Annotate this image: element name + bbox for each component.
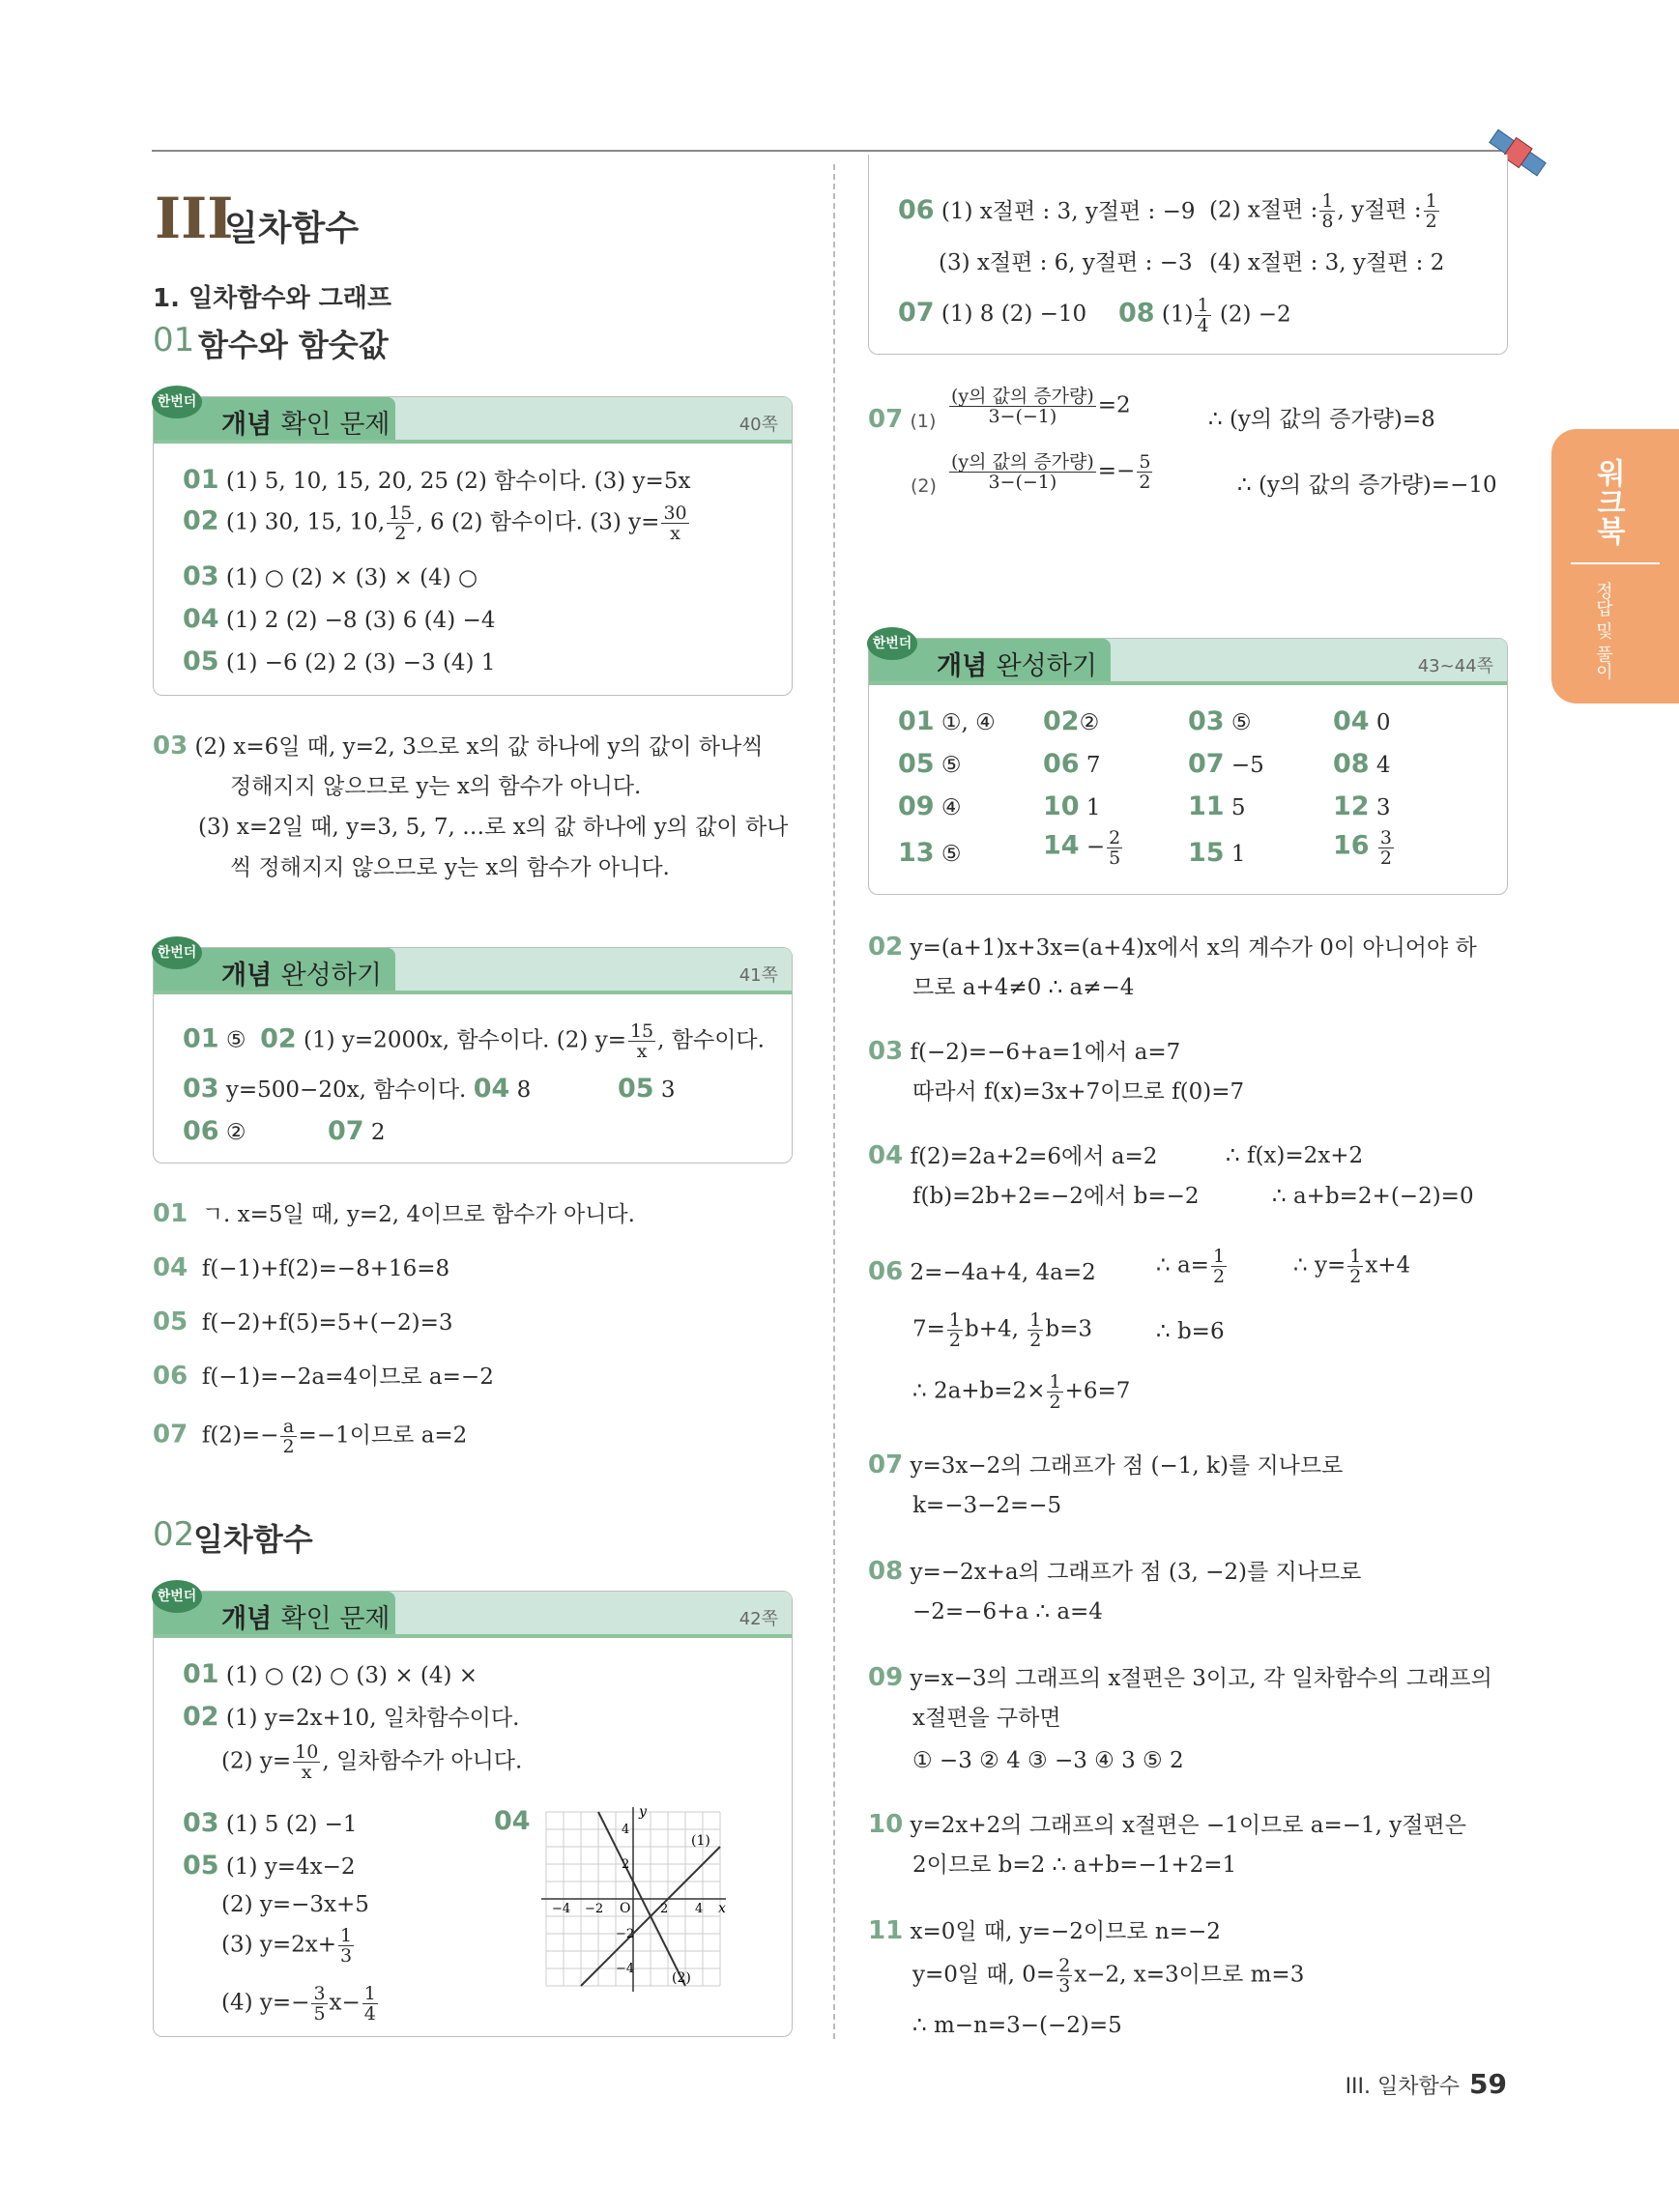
explanation-text: ∴ 2a+b=2× <box>912 1378 1046 1404</box>
box-title-bold: 개념 <box>221 961 273 991</box>
answer-text: 0 <box>1375 710 1391 735</box>
explanation-text: k=−3−2=−5 <box>912 1493 1062 1518</box>
explanation-text: ① −3 ② 4 ③ −3 ④ 3 ⑤ 2 <box>912 1748 1184 1773</box>
answer-text: , 일차함수가 아니다. <box>322 1748 523 1774</box>
explanation-text: (3) x=2일 때, y=3, 5, 7, …로 x의 값 하나에 y의 값이 하나 <box>198 815 789 840</box>
coordinate-graph <box>536 1802 730 1996</box>
concept-complete-box-2 <box>868 638 1508 895</box>
x-axis-label: x <box>718 1901 726 1916</box>
concept-check-box-1 <box>153 396 793 696</box>
chapter-roman: III <box>155 186 234 251</box>
fraction: $\frac{2}{3}$ <box>1058 1955 1071 1997</box>
answer-text: ⑤ <box>225 1027 246 1053</box>
answer-text: 5 <box>1230 795 1246 820</box>
explanation-text: x−2, x=3이므로 m=3 <box>1074 1962 1305 1988</box>
fraction: $\frac{1}{2}$ <box>1425 190 1437 232</box>
answer-text: (1) 5 (2) −1 <box>225 1812 358 1837</box>
explanation-number: 03 <box>153 732 188 761</box>
answer-number: 01 <box>183 465 219 495</box>
fraction: $\frac{1}{3}$ <box>340 1925 353 1967</box>
answer-text: (2) y=−3x+5 <box>221 1892 369 1917</box>
explanation-text: f(−2)=−6+a=1에서 a=7 <box>910 1040 1181 1065</box>
badge: 한번더 <box>152 1580 202 1613</box>
answer-number: 08 <box>1118 298 1155 329</box>
explanation-text: ∴ (y의 값의 증가량)=−10 <box>1237 473 1497 498</box>
answer-text: x− <box>329 1990 361 2016</box>
section-title: 1. 일차함수와 그래프 <box>153 284 391 313</box>
answer-number: 04 <box>494 1806 531 1836</box>
answer-text: (2) −2 <box>1219 302 1291 328</box>
box-title-rest: 완성하기 <box>280 961 382 991</box>
answer-text: 4 <box>1375 753 1391 778</box>
answer-text: (2) y= <box>221 1748 292 1774</box>
page-number: 59 <box>1469 2068 1507 2100</box>
answer-number: 15 <box>1188 838 1225 868</box>
answer-number: 06 <box>1043 749 1080 779</box>
box-title-bold: 개념 <box>221 410 273 440</box>
explanation-text: ∴ f(x)=2x+2 <box>1226 1143 1364 1168</box>
answer-text: (1) <box>1161 302 1194 328</box>
answer-text: −5 <box>1230 753 1264 778</box>
answer-text: (4) x절편 : 3, y절편 : 2 <box>1209 250 1445 275</box>
answer-text: (4) y=− <box>221 1990 310 2016</box>
concept-check-box-2 <box>153 1591 793 2037</box>
explanation-text: =2 <box>1097 392 1131 418</box>
explanation-text: f(2)=− <box>201 1422 279 1449</box>
top-rule <box>152 150 1529 152</box>
explanation-text: (2) <box>911 475 937 497</box>
explanation-text: ∴ m−n=3−(−2)=5 <box>912 2013 1122 2038</box>
explanation-number: 04 <box>868 1141 904 1170</box>
answer-number: 01 <box>898 706 935 736</box>
fraction: $\frac{1}{2}$ <box>1349 1246 1362 1287</box>
explanation-number: 01 <box>153 1199 188 1228</box>
answer-number: 02 <box>183 1702 219 1732</box>
explanation-text: =− <box>1097 458 1136 484</box>
answer-text: (1) 30, 15, 10, <box>225 509 386 535</box>
footer-label: III. 일차함수 <box>1345 2075 1461 2099</box>
fraction: $\frac{1}{4}$ <box>1197 295 1209 336</box>
explanation-text: y=x−3의 그래프의 x절편은 3이고, 각 일차함수의 그래프의 <box>910 1666 1492 1691</box>
answer-number: 02 <box>260 1023 297 1054</box>
explanation-number: 09 <box>868 1663 904 1692</box>
answer-text: 8 <box>516 1077 532 1103</box>
answer-text: ④ <box>941 795 962 820</box>
answer-number: 02 <box>183 505 219 536</box>
answer-text: ② <box>225 1120 246 1145</box>
answer-number: 11 <box>1188 791 1225 821</box>
explanation-number: 03 <box>868 1037 904 1066</box>
explanation-text: ∴ a+b=2+(−2)=0 <box>1272 1184 1474 1209</box>
answer-number: 12 <box>1333 791 1370 821</box>
answer-text: (2) x절편 : <box>1209 197 1318 223</box>
answer-number: 16 <box>1333 830 1370 861</box>
explanation-number: 07 <box>868 405 904 434</box>
explanation-number: 11 <box>868 1916 904 1945</box>
fraction: $\frac{\text{(y의 값의 증가량)}}{3-(-1)}$ <box>951 451 1094 493</box>
answer-text: 7 <box>1086 753 1101 778</box>
explanation-number: 04 <box>153 1253 188 1282</box>
explanation-number: 06 <box>868 1257 904 1286</box>
answer-text: ⑤ <box>1230 710 1252 735</box>
answer-text: , y절편 : <box>1337 197 1422 223</box>
answer-number: 05 <box>183 646 219 676</box>
answer-number: 10 <box>1043 791 1080 821</box>
box-page: 43~44쪽 <box>1417 656 1493 676</box>
answer-number: 03 <box>183 561 219 591</box>
answer-text: ⑤ <box>941 842 962 867</box>
box-title-rest: 확인 문제 <box>280 410 391 440</box>
explanation-number: 10 <box>868 1810 904 1839</box>
fraction: $\frac{1}{2}$ <box>1049 1371 1061 1413</box>
fraction: $\frac{10}{x}$ <box>295 1741 319 1783</box>
page-footer <box>1346 2068 1507 2100</box>
explanation-text: +6=7 <box>1064 1378 1131 1404</box>
fraction: $\frac{1}{2}$ <box>1212 1246 1226 1287</box>
answer-number: 13 <box>898 838 935 868</box>
explanation-text: f(2)=2a+2=6에서 a=2 <box>910 1144 1158 1169</box>
explanation-text: (2) x=6일 때, y=2, 3으로 x의 값 하나에 y의 값이 하나씩 <box>194 734 764 760</box>
explanation-text: x+4 <box>1365 1252 1411 1278</box>
explanation-text: −2=−6+a ∴ a=4 <box>912 1599 1103 1624</box>
explanation-number: 07 <box>868 1451 904 1479</box>
explanation-text: y=(a+1)x+3x=(a+4)x에서 x의 계수가 0이 아니어야 하 <box>910 935 1477 961</box>
answer-number: 14 <box>1043 830 1080 861</box>
explanation-text: y=3x−2의 그래프가 점 (−1, k)를 지나므로 <box>910 1453 1344 1479</box>
answer-number: 01 <box>183 1023 219 1054</box>
answer-text: y=500−20x, 함수이다. <box>225 1077 467 1103</box>
fraction: $\frac{1}{4}$ <box>363 1983 376 2025</box>
answer-text: (1) ○ (2) ○ (3) × (4) × <box>225 1663 478 1688</box>
y-axis-label: y <box>639 1804 647 1820</box>
box-page: 41쪽 <box>738 965 778 986</box>
fraction: $\frac{1}{8}$ <box>1321 190 1334 232</box>
explanation-text: 따라서 f(x)=3x+7이므로 f(0)=7 <box>912 1079 1245 1105</box>
x-tick: −4 <box>552 1902 571 1916</box>
subsection-title: 함수와 함숫값 <box>198 327 389 363</box>
fraction: $\frac{\text{(y의 값의 증가량)}}{3-(-1)}$ <box>951 386 1094 427</box>
explanation-text: y=−2x+a의 그래프가 점 (3, −2)를 지나므로 <box>910 1560 1362 1585</box>
fraction: $\frac{15}{x}$ <box>629 1020 654 1062</box>
answer-text: ② <box>1079 710 1100 735</box>
fraction: $\frac{15}{2}$ <box>389 503 413 544</box>
answer-text: (3) x절편 : 6, y절편 : −3 <box>939 250 1193 275</box>
answer-text: (1) y=2x+10, 일차함수이다. <box>225 1706 520 1731</box>
fraction: $\frac{2}{5}$ <box>1109 827 1121 869</box>
answer-text: (1) 8 (2) −10 <box>941 302 1087 327</box>
answer-number: 02 <box>1043 706 1080 736</box>
answer-number: 04 <box>473 1074 510 1104</box>
answer-text: (3) y=2x+ <box>221 1932 337 1958</box>
badge: 한번더 <box>152 386 202 418</box>
side-tab-title: 워크북 <box>1591 458 1625 545</box>
fraction: $\frac{3}{2}$ <box>1379 827 1392 869</box>
explanation-text: 정해지지 않으므로 y는 x의 함수가 아니다. <box>230 774 642 799</box>
answer-number: 01 <box>183 1659 219 1689</box>
explanation-03 <box>153 731 763 762</box>
answer-text: ⑤ <box>941 753 962 778</box>
explanation-number: 06 <box>153 1362 188 1391</box>
answer-text: (1) −6 (2) 2 (3) −3 (4) 1 <box>225 650 496 675</box>
x-tick: −2 <box>585 1902 604 1916</box>
chapter-title: 일차함수 <box>224 209 360 248</box>
explanation-text: ∴ a= <box>1156 1252 1209 1278</box>
answer-text: (1) y=2000x, 함수이다. (2) y= <box>304 1027 626 1053</box>
answer-number: 07 <box>1188 749 1225 779</box>
answer-text: ①, ④ <box>941 710 996 735</box>
explanation-text: y=0일 때, 0= <box>912 1962 1056 1988</box>
badge: 한번더 <box>867 627 917 660</box>
explanation-number: 07 <box>153 1420 188 1450</box>
subsection-number: 02 <box>153 1515 195 1554</box>
explanation-number: 02 <box>868 933 904 962</box>
fraction: $\frac{3}{5}$ <box>313 1983 326 2025</box>
fraction: $\frac{1}{2}$ <box>948 1309 961 1351</box>
explanation-text: x=0일 때, y=−2이므로 n=−2 <box>910 1919 1221 1944</box>
explanation-text: y=2x+2의 그래프의 x절편은 −1이므로 a=−1, y절편은 <box>910 1813 1466 1838</box>
answer-number: 05 <box>898 749 935 779</box>
box-title-rest: 완성하기 <box>996 651 1097 681</box>
fraction: $\frac{1}{2}$ <box>1029 1309 1042 1351</box>
answer-number: 03 <box>1188 706 1225 736</box>
answer-number: 07 <box>898 298 935 328</box>
answer-number: 05 <box>618 1074 654 1104</box>
explanation-text: ∴ y= <box>1293 1252 1346 1278</box>
explanation-text: ∴ b=6 <box>1156 1319 1225 1344</box>
box-title-bold: 개념 <box>937 651 988 681</box>
explanation-text: =−1이므로 a=2 <box>298 1422 468 1449</box>
answer-text: 1 <box>1086 795 1101 820</box>
line-2-label: (2) <box>672 1970 691 1986</box>
answer-text: (1) 5, 10, 15, 20, 25 (2) 함수이다. (3) y=5x <box>225 469 691 494</box>
explanation-number: 05 <box>153 1307 188 1336</box>
explanation-text: (1) <box>910 411 937 432</box>
y-tick: −2 <box>616 1927 635 1941</box>
y-tick: −4 <box>616 1962 635 1976</box>
explanation-text: x절편을 구하면 <box>912 1706 1061 1731</box>
origin-label: O <box>620 1901 631 1916</box>
answer-text: (1) x절편 : 3, y절편 : −9 <box>941 199 1196 224</box>
line-1-label: (1) <box>691 1833 710 1849</box>
answer-text: 1 <box>1230 842 1246 867</box>
explanation-text: 2=−4a+4, 4a=2 <box>910 1260 1096 1285</box>
answer-number: 06 <box>183 1116 219 1146</box>
answer-text: , 함수이다. <box>657 1027 765 1053</box>
workbook-side-tab[interactable] <box>1551 429 1679 704</box>
answer-text: (1) 2 (2) −8 (3) 6 (4) −4 <box>225 608 496 633</box>
x-tick: 4 <box>695 1902 704 1916</box>
badge: 한번더 <box>152 936 202 969</box>
fraction: $\frac{5}{2}$ <box>1139 451 1151 493</box>
box-page: 40쪽 <box>738 415 778 435</box>
box-title-rest: 확인 문제 <box>280 1604 391 1634</box>
answer-number: 03 <box>183 1074 219 1104</box>
concept-complete-box-1 <box>153 947 793 1163</box>
explanation-text: f(−1)+f(2)=−8+16=8 <box>201 1256 450 1281</box>
explanation-text: ㄱ. x=5일 때, y=2, 4이므로 함수가 아니다. <box>201 1202 635 1227</box>
box-title-bold: 개념 <box>221 1604 273 1634</box>
x-tick: 2 <box>660 1902 669 1916</box>
explanation-number: 08 <box>868 1557 904 1586</box>
explanation-text: 므로 a+4≠0 ∴ a≠−4 <box>912 975 1135 1000</box>
side-tab-divider <box>1571 562 1660 564</box>
answer-text: , 6 (2) 함수이다. (3) y= <box>416 509 660 535</box>
box-page: 42쪽 <box>738 1609 778 1629</box>
explanation-text: 2이므로 b=2 ∴ a+b=−1+2=1 <box>912 1853 1237 1878</box>
fraction: $\frac{30}{x}$ <box>663 503 687 544</box>
y-tick: 4 <box>622 1823 630 1837</box>
answer-text: − <box>1086 834 1106 860</box>
subsection-number: 01 <box>153 321 195 359</box>
fraction: $\frac{a}{2}$ <box>282 1416 295 1457</box>
explanation-text: f(b)=2b+2=−2에서 b=−2 <box>912 1184 1200 1209</box>
answer-text: 2 <box>370 1120 386 1145</box>
answer-number: 04 <box>1333 706 1370 736</box>
answer-number: 05 <box>183 1851 219 1881</box>
answer-number: 08 <box>1333 749 1370 779</box>
answer-number: 06 <box>898 195 935 225</box>
answer-text: 3 <box>660 1077 676 1103</box>
answer-text: (1) y=4x−2 <box>225 1854 356 1880</box>
explanation-text: f(−2)+f(5)=5+(−2)=3 <box>201 1310 453 1336</box>
answer-text: (1) ○ (2) × (3) × (4) ○ <box>225 565 478 590</box>
y-tick: 2 <box>622 1857 630 1872</box>
continued-answer-box <box>868 155 1508 355</box>
explanation-text: b=3 <box>1045 1316 1092 1342</box>
explanation-text: 씩 정해지지 않으므로 y는 x의 함수가 아니다. <box>230 855 670 880</box>
explanation-text: 7= <box>912 1316 945 1342</box>
side-tab-subtitle: 정답 및 풀이 <box>1593 582 1613 680</box>
explanation-text: b+4, <box>965 1316 1019 1342</box>
answer-number: 04 <box>183 604 219 634</box>
explanation-text: f(−1)=−2a=4이므로 a=−2 <box>201 1365 494 1390</box>
answer-number: 09 <box>898 791 935 821</box>
answer-number: 03 <box>183 1808 219 1838</box>
explanation-text: ∴ (y의 값의 증가량)=8 <box>1208 407 1435 432</box>
subsection-title: 일차함수 <box>193 1521 313 1558</box>
answer-number: 07 <box>328 1116 364 1146</box>
column-divider <box>833 164 835 2039</box>
answer-text: 3 <box>1375 795 1391 820</box>
